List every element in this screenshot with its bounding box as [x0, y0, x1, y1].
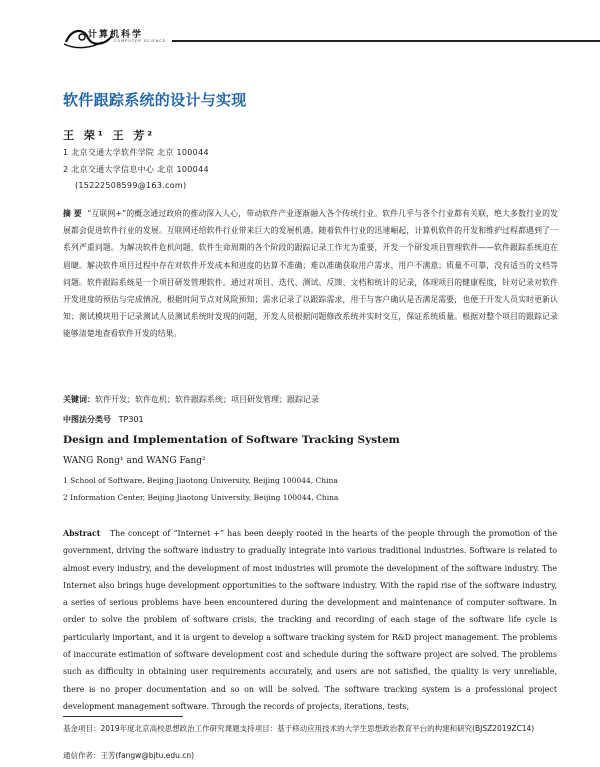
- affiliation-en-1: 1 School of Software, Beijing Jiaotong University, Beijing 100044, China: [63, 476, 338, 485]
- clc-label: 中图法分类号: [63, 415, 111, 424]
- journal-header: [62, 24, 562, 50]
- authors-cn: 王 荣¹ 王 芳²: [63, 129, 156, 142]
- keywords-cn-label: 关键词：: [63, 395, 95, 404]
- footnote-fund: 基金项目：2019年度北京高校思想政治工作研究课题支持项目：基于移动应用技术的大学生思想政治教育平台的构建和研究(BJSZ2019ZC14): [63, 724, 535, 733]
- authors-en: WANG Rong¹ and WANG Fang²: [63, 456, 206, 466]
- header-rule: [172, 40, 600, 42]
- clc-number: [63, 414, 144, 425]
- affiliation-cn-1: 1 北京交通大学软件学院 北京 100044: [63, 148, 209, 157]
- abstract-cn: [63, 205, 558, 343]
- keywords-cn-text: 软件开发；软件危机；软件跟踪系统；项目研发管理；跟踪记录: [95, 395, 319, 404]
- abstract-cn-label: 摘 要: [63, 209, 82, 218]
- affiliation-en-2: 2 Information Center, Beijing Jiaotong University, Beijing 100044, China: [63, 493, 339, 502]
- abstract-en: [63, 525, 557, 715]
- footnote-contact: 通信作者：王芳(fangw@bjtu.edu.cn): [63, 751, 195, 760]
- clc-value: TP301: [118, 415, 144, 424]
- footnote-rule: [63, 716, 183, 717]
- journal-name: 计算机科学: [88, 30, 144, 40]
- paper-title-cn: 软件跟踪系统的设计与实现: [63, 91, 247, 109]
- abstract-en-text: The concept of “Internet +” has been deeply rooted in the hearts of the people through the promotion of the government, driving the software industry to gradually integrate into various traditional industries. Software is related to almost every industry, and the development of most industries will promote the development of the software industry. The Internet also brings huge development opportunities to the software industry. With the rapid rise of the software industry, a series of serious problems have been encountered during the development and maintenance of computer software. In order to solve the problem of software crisis, the tracking and recording of each stage of the software life cycle is particularly important, and it is urgent to develop a software tracking system for R&D project management. The problems of inaccurate estimation of software development cost and schedule during the software project are solved. The problems such as difficulty in obtaining user requirements accurately, and users are not satisfied, the quality is very unreliable, there is no proper documentation and so on will be solved. The software tracking system is a professional project development management software. Through the records of projects, iterations, tests,: [63, 529, 557, 711]
- affiliation-cn-2: 2 北京交通大学信息中心 北京 100044: [63, 165, 209, 174]
- paper-title-en: Design and Implementation of Software Tracking System: [63, 434, 400, 446]
- author-email: (15222508599@163.com): [75, 181, 187, 190]
- abstract-cn-text: “互联网+”的概念通过政府的推动深入人心，带动软件产业逐渐融入各个传统行业。软件几乎与各个行业都有关联，绝大多数行业的发展都会促进软件行业的发展。互联网还给软件行业带来巨大的发展机遇。随着软件行业的迅速崛起，计算机软件的开发和维护过程都遇到了一系列严重问题。为解决软件危机问题，软件生命周期的各个阶段的跟踪记录工作尤为重要，开发一个研发项目管理软件——软件跟踪系统迫在眉睫。解决软件项目过程中存在对软件开发成本和进度的估算不准确；难以准确获取用户需求、用户不满意；质量不可靠，没有适当的文档等问题。软件跟踪系统是一个项目研发管理软件。通过对项目、迭代、测试、反馈、文档和统计的记录，体现项目的健康程度，针对记录对软件开发进度的预估与完成情况，根据时间节点对风险预知；需求记录了以跟踪需求，用于与客户确认是否满足需要，也便于开发人员实时更新认知；测试模块用于记录测试人员测试系统时发现的问题，开发人员根据问题修改系统并实时交互，保证系统质量。根据对整个项目的跟踪记录能够清楚地查看软件开发的结果。: [63, 209, 558, 339]
- journal-name-en: COMPUTER SCIENCE: [114, 39, 166, 43]
- abstract-en-label: Abstract: [63, 529, 101, 538]
- keywords-cn: [63, 394, 558, 405]
